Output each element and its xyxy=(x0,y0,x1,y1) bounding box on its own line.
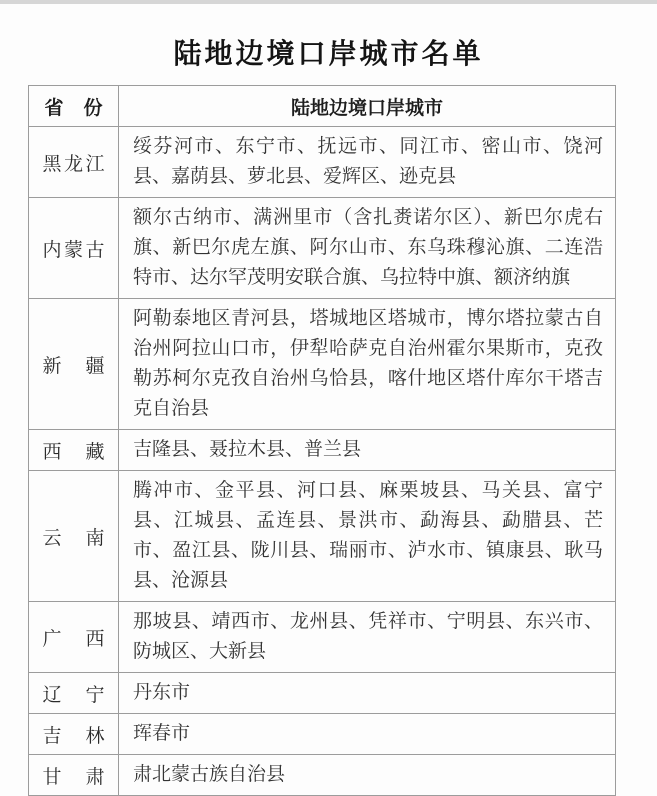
province-label: 甘肃 xyxy=(42,766,105,788)
cities-cell: 吉隆县、聂拉木县、普兰县 xyxy=(119,430,616,471)
cities-cell: 腾冲市、金平县、河口县、麻栗坡县、马关县、富宁县、江城县、孟连县、景洪市、勐海县、勐腊县、芒市、盈江县、陇川县、瑞丽市、泸水市、镇康县、耿马县、沧源县 xyxy=(119,471,616,602)
scan-edge-artifact xyxy=(0,0,657,4)
cities-cell: 珲春市 xyxy=(119,714,616,755)
cities-cell: 那坡县、靖西市、龙州县、凭祥市、宁明县、东兴市、防城区、大新县 xyxy=(119,602,616,673)
table-header-row xyxy=(29,86,616,127)
province-label: 新疆 xyxy=(42,355,105,377)
table-row xyxy=(29,198,616,299)
table-row xyxy=(29,299,616,430)
province-label: 黑龙江 xyxy=(42,153,105,175)
table-row xyxy=(29,714,616,755)
province-cell xyxy=(29,430,119,471)
province-cell xyxy=(29,471,119,602)
header-province xyxy=(29,86,119,127)
border-port-cities-table xyxy=(28,85,616,796)
province-cell xyxy=(29,198,119,299)
cities-cell: 肃北蒙古族自治县 xyxy=(119,755,616,796)
province-label: 西藏 xyxy=(42,441,105,463)
province-cell xyxy=(29,755,119,796)
province-label: 内蒙古 xyxy=(42,239,105,261)
province-cell xyxy=(29,299,119,430)
header-province-label: 省份 xyxy=(44,97,103,119)
province-label: 云南 xyxy=(42,527,105,549)
province-label: 吉林 xyxy=(42,725,105,747)
cities-cell: 阿勒泰地区青河县，塔城地区塔城市，博尔塔拉蒙古自治州阿拉山口市，伊犁哈萨克自治州霍尔果斯市，克孜勒苏柯尔克孜自治州乌恰县，喀什地区塔什库尔干塔吉克自治县 xyxy=(119,299,616,430)
document-title: 陆地边境口岸城市名单 xyxy=(173,38,484,70)
table-row xyxy=(29,471,616,602)
table-row xyxy=(29,602,616,673)
cities-cell: 绥芬河市、东宁市、抚远市、同江市、密山市、饶河县、嘉荫县、萝北县、爱辉区、逊克县 xyxy=(119,127,616,198)
header-cities: 陆地边境口岸城市 xyxy=(119,86,616,127)
province-cell xyxy=(29,714,119,755)
cities-cell: 额尔古纳市、满洲里市（含扎赉诺尔区）、新巴尔虎右旗、新巴尔虎左旗、阿尔山市、东乌珠穆沁旗、二连浩特市、达尔罕茂明安联合旗、乌拉特中旗、额济纳旗 xyxy=(119,198,616,299)
province-cell xyxy=(29,602,119,673)
province-cell xyxy=(29,673,119,714)
province-label: 广西 xyxy=(42,628,105,650)
province-cell xyxy=(29,127,119,198)
province-label: 辽宁 xyxy=(42,684,105,706)
cities-cell: 丹东市 xyxy=(119,673,616,714)
table-row xyxy=(29,673,616,714)
table-row xyxy=(29,755,616,796)
table-row xyxy=(29,127,616,198)
table-row xyxy=(29,430,616,471)
